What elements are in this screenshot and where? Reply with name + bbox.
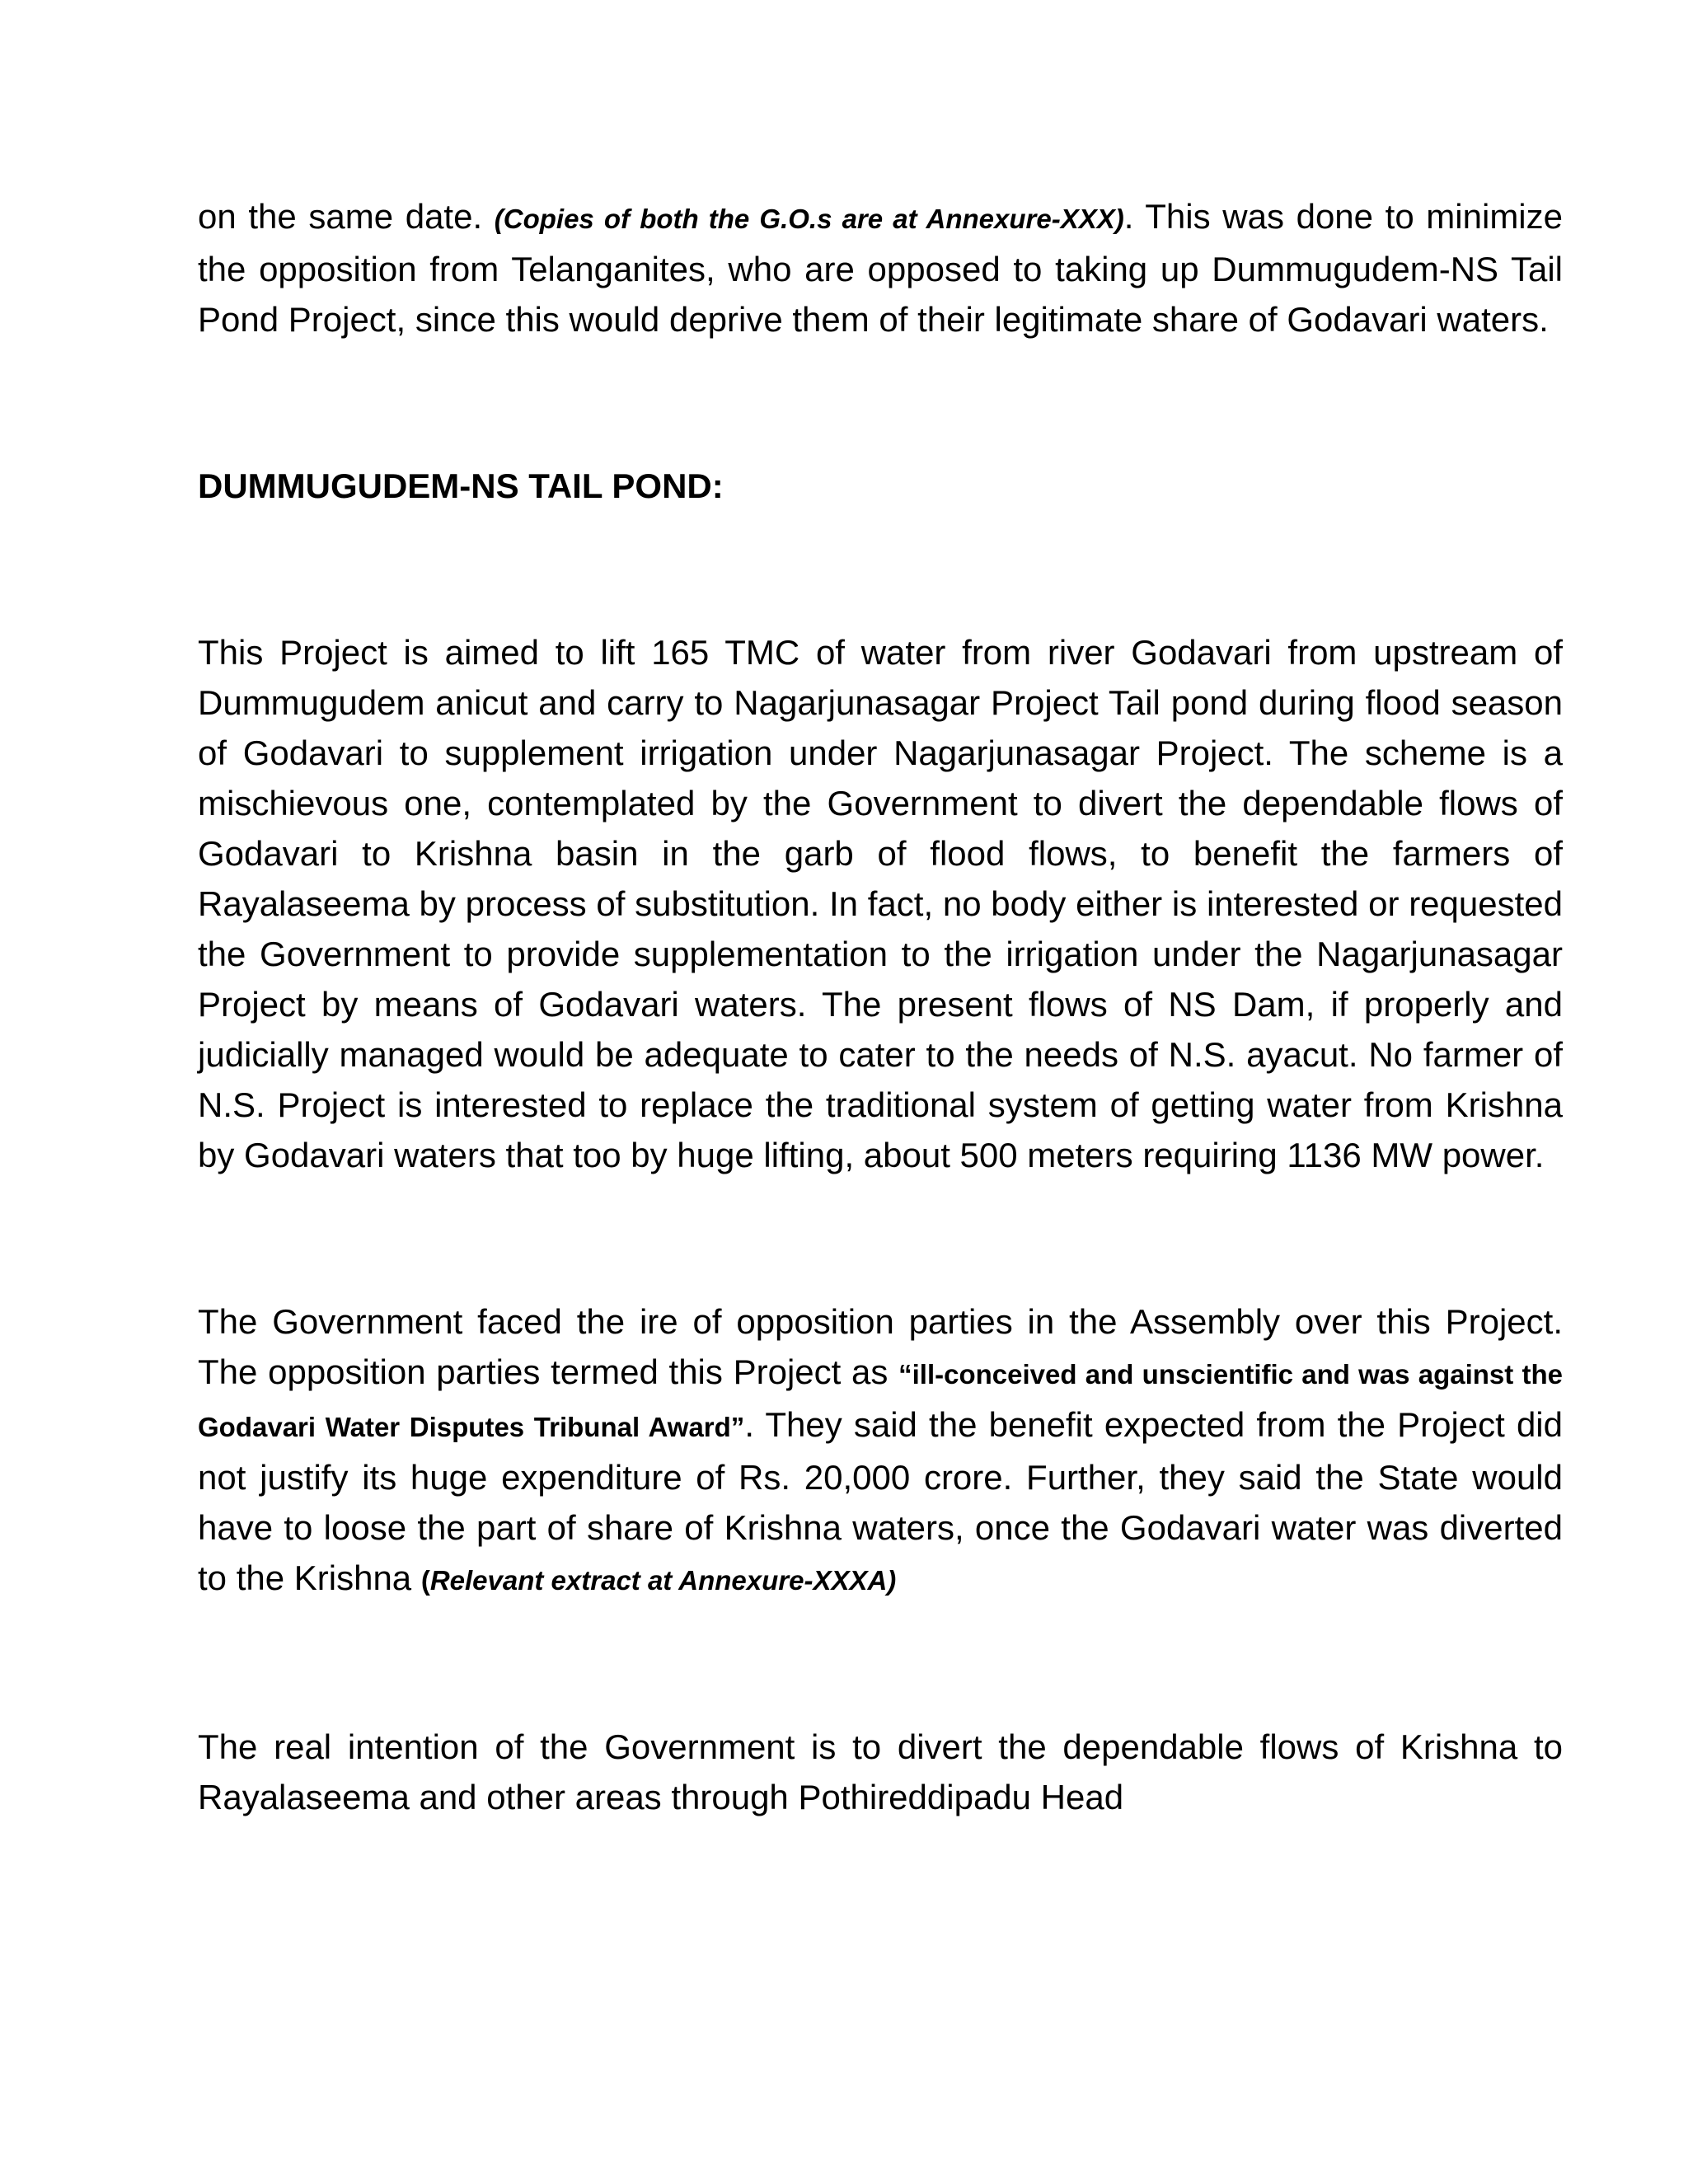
paragraph-3-text-start: The Government faced the ire of opposition parties in the Assembly over this Project. The opposition parties termed this Project as (198, 1302, 1563, 1391)
paragraph-real-intention: The real intention of the Government is to divert the dependable flows of Krishna to Rayalaseema and other areas through Pothireddipadu Head (198, 1727, 1563, 1816)
paragraph-project-description: This Project is aimed to lift 165 TMC of water from river Godavari from upstream of Dummugudem anicut and carry to Nagarjunasagar Project Tail pond during flood season of Godavari to supplement irrigation under Nagarjunasagar Project. The scheme is a mischievous one, contemplated by the Government to divert the dependable flows of Godavari to Krishna basin in the garb of flood flows, to benefit the farmers of Rayalaseema by process of substitution. In fact, no body either is interested or requested the Government to provide supplementation to the irrigation under the Nagarjunasagar Project by means of Godavari waters. The present flows of NS Dam, if properly and judicially managed would be adequate to cater to the needs of N.S. ayacut. No farmer of N.S. Project is interested to replace the traditional system of getting water from Krishna by Godavari waters that too by huge lifting, about 500 meters requiring 1136 MW power. (198, 633, 1563, 1174)
opposition-quote: “ill-conceived and unscientific and was against the Godavari Water Disputes Tribunal Award” (198, 1359, 1563, 1442)
section-heading: DUMMUGUDEM-NS TAIL POND: (198, 466, 724, 505)
paragraph-assembly-opposition (198, 1296, 1563, 1605)
annexure-note-xxxa: Relevant extract at Annexure-XXXA) (429, 1565, 897, 1596)
paragraph-1-text-end: . This was done to minimize the opposition from Telanganites, who are opposed to taking up Dummugudem-NS Tail Pond Project, since this would deprive them of their legitimate share of Godavari waters. (198, 197, 1563, 339)
document-page (198, 191, 1563, 1822)
paragraph-3-text-middle: . They said the benefit expected from the Project did not justify its huge expenditure of Rs. 20,000 crore. Further, they said the State would have to loose the part of share of Krishna waters, once the Godavari water was diverted to the Krishna (198, 1405, 1563, 1597)
paragraph-1-text-start: on the same date. (198, 197, 495, 236)
annexure-note: (Copies of both the G.O.s are at Annexure-XXX) (494, 204, 1124, 234)
paragraph-godavari-opposition (198, 191, 1563, 344)
annexure-note-open-paren: ( (420, 1565, 430, 1596)
